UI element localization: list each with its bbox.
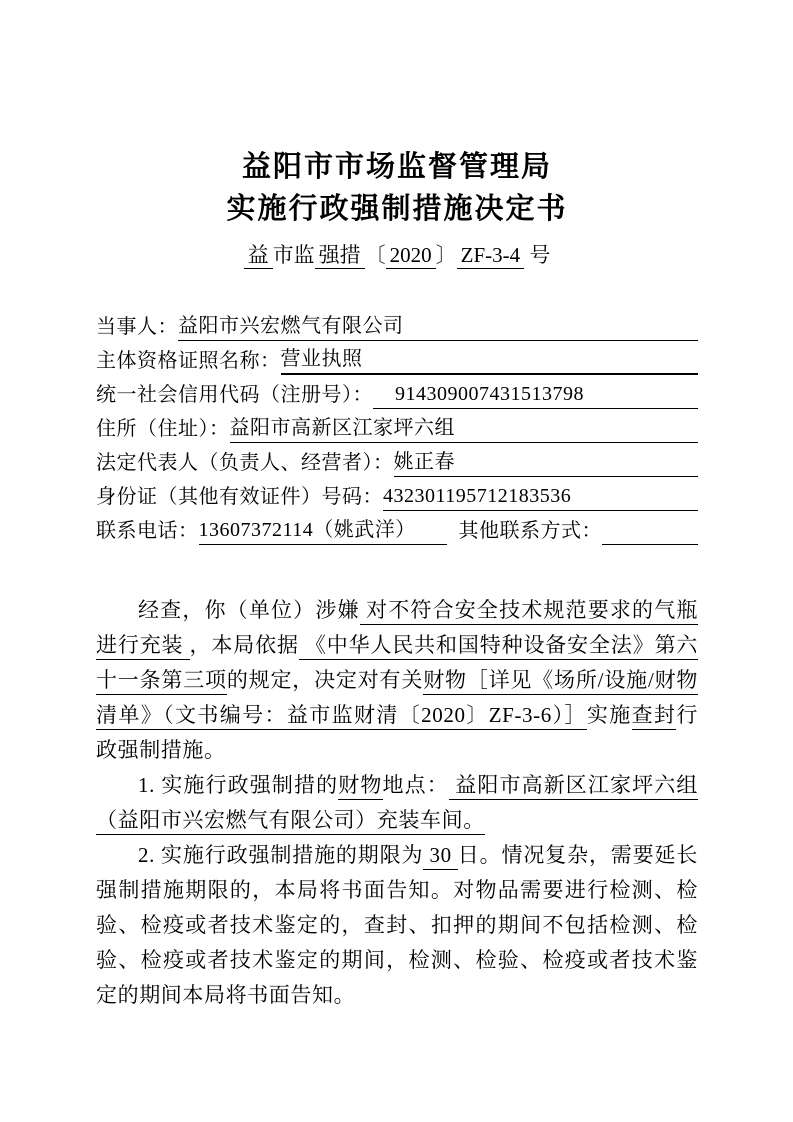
underlined-text-segment: 财物 [338,773,382,800]
field-label: 联系电话： [96,520,199,542]
text-segment: ，本局依据 [189,633,299,657]
text-segment: 的规定，决定对有关 [226,668,424,692]
field-label: 其他联系方式： [458,520,602,542]
field-label: 住所（住址）： [96,418,230,440]
doc-number-static-segment: 号 [524,243,551,267]
field-label: 法定代表人（负责人、经营者）： [96,452,394,474]
document-type-title-line: 实施行政强制措施决定书 [226,193,568,225]
doc-number-filled-segment: 强措 [315,243,365,269]
body-paragraph [96,838,698,1013]
field-value: 益阳市兴宏燃气有限公司 [178,313,698,341]
field-value: 13607372114（姚武洋） [199,517,447,545]
text-segment: 实施 [586,703,632,727]
doc-number-filled-segment: ZF-3-4 [457,243,525,269]
field-value [602,544,698,545]
body-paragraph [96,593,698,768]
underlined-text-segment: 财物［详见《场所/设施/财物清单》（文书编号：益市监财清〔2020〕ZF-3-6）］ [96,668,698,730]
field-value: 姚正春 [394,449,699,477]
text-segment: 地点： [382,773,449,797]
field-row [96,477,698,511]
field-value: 益阳市高新区江家坪六组 [230,415,699,443]
doc-number-filled-segment: 益 [244,243,273,269]
field-row [96,443,698,477]
text-segment: 日。情况复杂，需要延长强制措施期限的，本局将书面告知。对物品需要进行检测、检验、检疫或者技术鉴定的，查封、扣押的期间不包括检测、检验、检疫或者技术鉴定的期间，检测、检验、检疫或者技术鉴定的期间本局将书面告知。 [96,843,698,1007]
document-body [96,593,698,1013]
doc-number-static-segment: 〔 [364,243,386,267]
text-segment: 行政强制措施。 [96,703,699,762]
field-row [96,341,698,375]
doc-number-static-segment: 〕 [435,243,457,267]
underlined-text-segment: 益阳市高新区江家坪六组（益阳市兴宏燃气有限公司）充装车间。 [96,773,698,835]
party-info-fields [96,307,698,545]
field-value: 营业执照 [281,346,699,375]
underlined-text-segment: 《中华人民共和国特种设备安全法》第六十一条第三项 [96,633,698,695]
field-row [96,409,698,443]
doc-number-static-segment: 市监 [272,243,315,267]
field-label: 主体资格证照名称： [96,350,281,372]
text-segment: 1. 实施行政强制措的 [138,773,339,797]
doc-number-filled-segment: 2020 [386,243,436,269]
agency-title-line: 益阳市市场监督管理局 [241,151,552,183]
field-label: 身份证（其他有效证件）号码： [96,486,383,508]
underlined-text-segment: 查封 [632,703,677,730]
document-number [96,241,698,269]
field-label: 当事人： [96,316,178,338]
field-label: 统一社会信用代码（注册号）： [96,384,373,406]
field-row [96,511,698,545]
field-row [96,375,698,409]
text-segment: 2. 实施行政强制措施的期限为 [138,843,424,867]
underlined-text-segment: 30 [423,843,457,870]
field-row [96,307,698,341]
text-segment: 经查，你（单位）涉嫌 [138,598,360,622]
body-paragraph [96,768,698,838]
underlined-text-segment: 对不符合安全技术规范要求的气瓶进行充装 [96,598,698,660]
field-value: 914309007431513798 [373,381,698,409]
field-value: 432301195712183536 [383,483,698,511]
